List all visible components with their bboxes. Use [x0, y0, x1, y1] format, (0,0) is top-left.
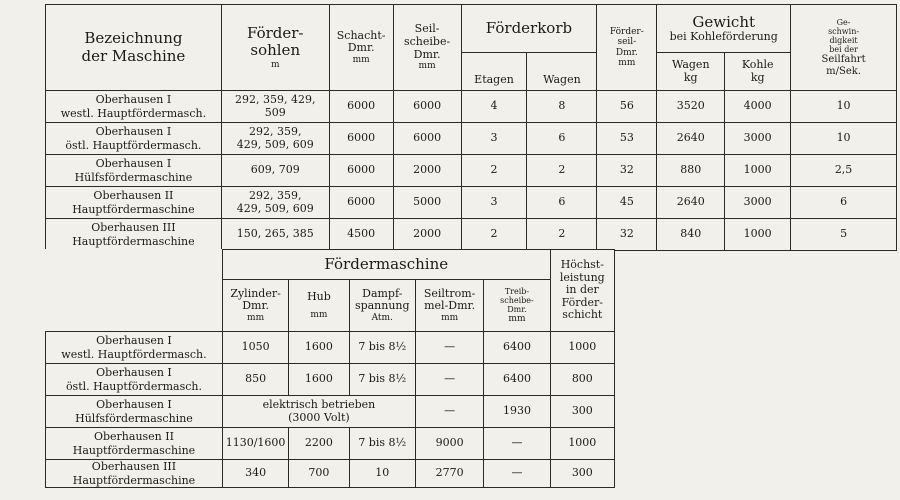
machine-name: Oberhausen I östl. Hauptfördermasch.: [46, 123, 222, 155]
blank-corner-2: [46, 280, 223, 332]
cell-seilscheibe: 2000: [393, 155, 461, 187]
header-treibscheibe: Treib- scheibe- Dmr. mm: [484, 280, 550, 332]
engine-data-table: [45, 249, 615, 488]
cell-dampf: 7 bis 8½: [349, 364, 415, 396]
machine-name: Oberhausen III Hauptfördermaschine: [46, 460, 223, 488]
cell-wagen: 6: [527, 123, 597, 155]
cell-geschw: 10: [791, 91, 897, 123]
cell-seil: 53: [597, 123, 657, 155]
header-foerdermaschine: Fördermaschine: [222, 250, 550, 280]
cell-schacht: 6000: [329, 187, 393, 219]
cell-gew-wagen: 2640: [657, 187, 725, 219]
cell-hub: 1600: [289, 364, 349, 396]
cell-seil: 45: [597, 187, 657, 219]
cell-dampf: 7 bis 8½: [349, 428, 415, 460]
cell-geschw: 6: [791, 187, 897, 219]
header-etagen: Etagen: [461, 53, 527, 91]
cell-gew-wagen: 840: [657, 219, 725, 251]
cell-treibscheibe: 6400: [484, 364, 550, 396]
cell-hoechstleistung: 300: [550, 396, 614, 428]
cell-geschw: 5: [791, 219, 897, 251]
cell-seilscheibe: 2000: [393, 219, 461, 251]
cell-zylinder: 850: [222, 364, 288, 396]
cell-sohlen: 292, 359, 429, 509: [221, 91, 329, 123]
cell-dampf: 10: [349, 460, 415, 488]
header-dampf: Dampf- spannung Atm.: [349, 280, 415, 332]
table-row: [46, 460, 615, 488]
header-schacht: Schacht- Dmr. mm: [329, 5, 393, 91]
cell-hoechstleistung: 1000: [550, 332, 614, 364]
cell-etagen: 4: [461, 91, 527, 123]
header-seiltrommel: Seiltrom- mel-Dmr. mm: [415, 280, 483, 332]
cell-seiltrommel: 2770: [415, 460, 483, 488]
machine-name: Oberhausen I westl. Hauptfördermasch.: [46, 332, 223, 364]
cell-treibscheibe: —: [484, 460, 550, 488]
cell-gew-kohle: 3000: [725, 187, 791, 219]
blank-corner: [46, 250, 223, 280]
table-row: [46, 123, 897, 155]
cell-etagen: 2: [461, 219, 527, 251]
cell-treibscheibe: —: [484, 428, 550, 460]
machine-name: Oberhausen I Hülfsfördermaschine: [46, 396, 223, 428]
cell-gew-wagen: 3520: [657, 91, 725, 123]
table-row: [46, 332, 615, 364]
cell-treibscheibe: 1930: [484, 396, 550, 428]
table-row: [46, 364, 615, 396]
header-wagen: Wagen: [527, 53, 597, 91]
cell-dampf: 7 bis 8½: [349, 332, 415, 364]
cell-seiltrommel: 9000: [415, 428, 483, 460]
cell-seiltrommel: —: [415, 364, 483, 396]
cell-seilscheibe: 6000: [393, 123, 461, 155]
cell-sohlen: 609, 709: [221, 155, 329, 187]
cell-hub: 1600: [289, 332, 349, 364]
cell-seilscheibe: 6000: [393, 91, 461, 123]
cell-seil: 32: [597, 219, 657, 251]
header-foerderkorb: Förderkorb: [461, 5, 597, 53]
header-bezeichnung: Bezeichnung der Maschine: [46, 5, 222, 91]
cell-zylinder: 340: [222, 460, 288, 488]
cell-gew-kohle: 1000: [725, 219, 791, 251]
cell-gew-wagen: 2640: [657, 123, 725, 155]
cell-hoechstleistung: 300: [550, 460, 614, 488]
cell-wagen: 2: [527, 155, 597, 187]
cell-gew-kohle: 4000: [725, 91, 791, 123]
table-row: [46, 155, 897, 187]
machine-name: Oberhausen I östl. Hauptfördermasch.: [46, 364, 223, 396]
cell-schacht: 6000: [329, 123, 393, 155]
cell-schacht: 6000: [329, 155, 393, 187]
machine-name: Oberhausen III Hauptfördermaschine: [46, 219, 222, 251]
machine-name: Oberhausen I Hülfsfördermaschine: [46, 155, 222, 187]
cell-seil: 32: [597, 155, 657, 187]
cell-geschw: 10: [791, 123, 897, 155]
cell-sohlen: 292, 359, 429, 509, 609: [221, 123, 329, 155]
header-gew-kohle: Kohle kg: [725, 53, 791, 91]
table-row: [46, 91, 897, 123]
header-zylinder: Zylinder- Dmr. mm: [222, 280, 288, 332]
cell-hub: 700: [289, 460, 349, 488]
cell-seiltrommel: —: [415, 332, 483, 364]
cell-seilscheibe: 5000: [393, 187, 461, 219]
cell-etagen: 3: [461, 187, 527, 219]
cell-wagen: 6: [527, 187, 597, 219]
cell-hoechstleistung: 1000: [550, 428, 614, 460]
header-gewicht: Gewicht bei Kohleförderung: [657, 5, 791, 53]
cell-hoechstleistung: 800: [550, 364, 614, 396]
table-row: [46, 428, 615, 460]
table-row: [46, 396, 615, 428]
cell-zylinder: 1130/1600: [222, 428, 288, 460]
header-gew-wagen: Wagen kg: [657, 53, 725, 91]
cell-seiltrommel: —: [415, 396, 483, 428]
cell-wagen: 8: [527, 91, 597, 123]
table-row: [46, 187, 897, 219]
cell-sohlen: 292, 359, 429, 509, 609: [221, 187, 329, 219]
cell-etagen: 3: [461, 123, 527, 155]
cell-gew-kohle: 3000: [725, 123, 791, 155]
header-hub: Hub mm: [289, 280, 349, 332]
header-foerdersohlen: Förder- sohlen m: [221, 5, 329, 91]
cell-wagen: 2: [527, 219, 597, 251]
cell-sohlen: 150, 265, 385: [221, 219, 329, 251]
cell-elektrisch: elektrisch betrieben (3000 Volt): [222, 396, 415, 428]
cell-etagen: 2: [461, 155, 527, 187]
cell-seil: 56: [597, 91, 657, 123]
cell-schacht: 4500: [329, 219, 393, 251]
cell-schacht: 6000: [329, 91, 393, 123]
header-seilscheibe: Seil- scheibe- Dmr. mm: [393, 5, 461, 91]
cell-zylinder: 1050: [222, 332, 288, 364]
table-row: [46, 219, 897, 251]
header-geschwindigkeit: Ge- schwin- digkeit bei der Seilfahrt m/Sek.: [791, 5, 897, 91]
cell-gew-kohle: 1000: [725, 155, 791, 187]
machine-name: Oberhausen II Hauptfördermaschine: [46, 428, 223, 460]
header-hoechstleistung: Höchst- leistung in der Förder- schicht: [550, 250, 614, 332]
header-foerderseil: Förder- seil- Dmr. mm: [597, 5, 657, 91]
machine-name: Oberhausen II Hauptfördermaschine: [46, 187, 222, 219]
cell-hub: 2200: [289, 428, 349, 460]
machine-data-table: [45, 4, 897, 251]
cell-treibscheibe: 6400: [484, 332, 550, 364]
machine-name: Oberhausen I westl. Hauptfördermasch.: [46, 91, 222, 123]
cell-geschw: 2,5: [791, 155, 897, 187]
cell-gew-wagen: 880: [657, 155, 725, 187]
